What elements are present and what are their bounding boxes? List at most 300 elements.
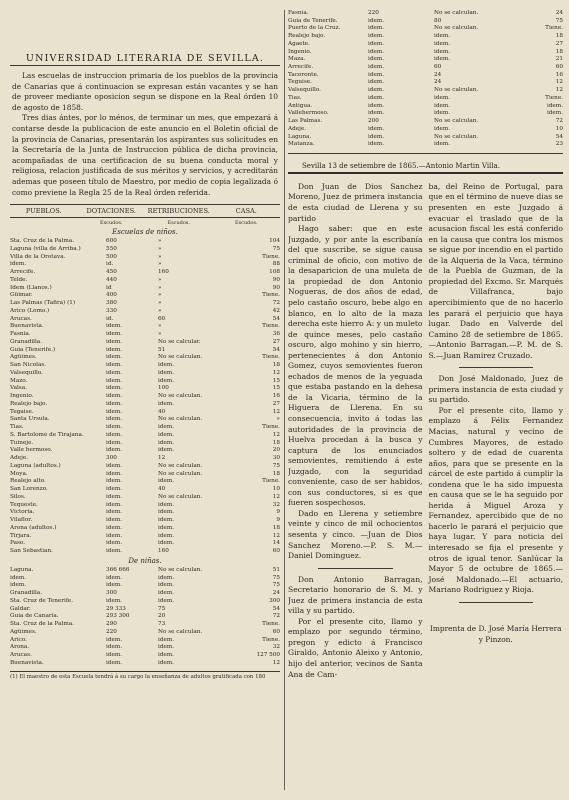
table-cell: Laguna. bbox=[10, 566, 34, 573]
table-cell: idem. bbox=[106, 331, 123, 338]
table-cell: Arona (adultos.) bbox=[10, 524, 57, 531]
table-cell: 366 666 bbox=[106, 566, 130, 573]
table-cell: idem. bbox=[106, 501, 123, 508]
table-cell: idem. bbox=[368, 71, 385, 78]
table-row bbox=[10, 339, 280, 347]
header-dotaciones: DOTACIONES. bbox=[86, 207, 136, 216]
table-row bbox=[288, 25, 563, 33]
table-cell: 42 bbox=[272, 307, 280, 314]
table-cell: » bbox=[158, 292, 162, 299]
table-cell: idem. bbox=[368, 87, 385, 94]
signoff-rule bbox=[288, 172, 563, 174]
table-cell: 54 bbox=[272, 346, 280, 353]
table-cell: Tiene. bbox=[262, 621, 280, 628]
table-cell: 54 bbox=[272, 605, 280, 612]
table-cell: No se calculan. bbox=[158, 628, 203, 635]
table-cell: idem. bbox=[546, 110, 563, 117]
table-row bbox=[10, 347, 280, 355]
table-cell: idem. bbox=[106, 644, 123, 651]
table-cell: Sta. Cruz de Tenerife. bbox=[10, 597, 74, 604]
table-cell: » bbox=[158, 253, 162, 260]
table-cell: San Nicolás. bbox=[10, 362, 47, 369]
table-row bbox=[10, 621, 280, 629]
table-cell: idem. bbox=[434, 102, 451, 109]
table-cell: 12 bbox=[555, 79, 563, 86]
table-cell: No se calculan. bbox=[158, 493, 203, 500]
table-cell: idem. bbox=[158, 369, 175, 376]
table-row bbox=[10, 517, 280, 525]
table-cell: idem. bbox=[368, 25, 385, 32]
table-cell: 440 bbox=[106, 276, 117, 283]
table-cell: 160 bbox=[158, 548, 169, 555]
table-cell: 51 bbox=[272, 566, 280, 573]
table-header bbox=[10, 204, 280, 218]
table-cell: Guia de Tenerife. bbox=[288, 17, 338, 24]
table-cell: Tiene. bbox=[262, 323, 280, 330]
table-row bbox=[288, 126, 563, 134]
table-row bbox=[10, 606, 280, 614]
table-cell: 27 bbox=[272, 400, 280, 407]
table-cell: id. bbox=[106, 261, 114, 268]
table-cell: 18 bbox=[555, 33, 563, 40]
table-row bbox=[10, 575, 280, 583]
table-cell: No se calculan. bbox=[158, 470, 203, 477]
table-cell: Adeje. bbox=[10, 455, 29, 462]
table-cell: idem. bbox=[106, 377, 123, 384]
header-pueblos: PUEBLOS. bbox=[25, 207, 62, 216]
table-cell: Vallehermoso. bbox=[288, 110, 329, 117]
table-cell: idem. bbox=[368, 125, 385, 132]
table-cell: 24 bbox=[434, 79, 442, 86]
table-cell: Valsequillo. bbox=[10, 369, 43, 376]
table-cell: S. Bartolomé de Tirajana. bbox=[10, 431, 84, 438]
table-cell: Agaete. bbox=[288, 40, 310, 47]
table-cell: 12 bbox=[272, 408, 280, 415]
table-row bbox=[10, 494, 280, 502]
table-row bbox=[10, 548, 280, 556]
table-cell: No se calculan. bbox=[158, 393, 203, 400]
table-cell: idem. bbox=[10, 574, 27, 581]
header-casa: CASA. bbox=[235, 207, 257, 216]
edict-heading: Don Antonio Barragan, Secretario honorario de S. M. y Juez de primera instancia de esta villa y su partido. bbox=[288, 574, 423, 616]
table-row bbox=[288, 141, 563, 149]
table-cell: No se calculan. bbox=[158, 354, 203, 361]
table-cell: Paso. bbox=[10, 540, 26, 547]
table-cell: idem. bbox=[158, 509, 175, 516]
table-row bbox=[288, 56, 563, 64]
table-cell: 29 333 bbox=[106, 605, 126, 612]
table-cell: idem. bbox=[106, 431, 123, 438]
table-row bbox=[10, 598, 280, 606]
table-cell: 15 bbox=[272, 377, 280, 384]
table-cell: Idem (Llanos.) bbox=[10, 284, 52, 291]
table-cell: » bbox=[158, 245, 162, 252]
table-cell: idem. bbox=[158, 501, 175, 508]
table-cell: 600 bbox=[106, 238, 117, 245]
table-cell: 32 bbox=[272, 501, 280, 508]
table-row bbox=[288, 41, 563, 49]
table-cell: 88 bbox=[272, 261, 280, 268]
table-cell: Las Palmas (Tafira) (1) bbox=[10, 300, 76, 307]
table-cell: idem. bbox=[106, 597, 123, 604]
table-cell: 18 bbox=[272, 524, 280, 531]
table-row bbox=[10, 409, 280, 417]
notice-paragraph: Las escuelas de instruccion primaria de los pueblos de la provincia de Canarias que á continuacion se expresan están vacantes y se han de proveer mediante oposicion segun se dispone en la Real órden 10 de agosto de 1858. bbox=[12, 71, 278, 112]
table-cell: id. bbox=[106, 315, 114, 322]
table-cell: 12 bbox=[272, 659, 280, 666]
table-cell: idem. bbox=[106, 408, 123, 415]
table-cell: 54 bbox=[555, 133, 563, 140]
table-cell: idem. bbox=[434, 141, 451, 148]
table-cell: 75 bbox=[272, 574, 280, 581]
table-cell: Las Palmas. bbox=[288, 118, 323, 125]
heading-rule bbox=[10, 65, 280, 66]
table-cell: Maza. bbox=[288, 56, 306, 63]
table-cell: Antigua. bbox=[288, 102, 313, 109]
table-cell: Victoria. bbox=[10, 509, 35, 516]
table-row bbox=[10, 471, 280, 479]
table-cell: idem. bbox=[158, 424, 175, 431]
table-cell: 100 bbox=[158, 385, 169, 392]
table-cell: 290 bbox=[106, 621, 117, 628]
table-cell: 73 bbox=[158, 621, 166, 628]
table-cell: Güimar. bbox=[10, 292, 33, 299]
table-cell: Silos. bbox=[10, 493, 26, 500]
table-cell: idem. bbox=[434, 94, 451, 101]
table-cell: 18 bbox=[272, 362, 280, 369]
table-cell: idem. bbox=[158, 636, 175, 643]
table-cell: idem. bbox=[106, 548, 123, 555]
table-cell: 40 bbox=[158, 486, 166, 493]
table-cell: Tequeste. bbox=[10, 501, 38, 508]
table-cell: 72 bbox=[555, 118, 563, 125]
table-cell: Tuineje. bbox=[10, 439, 34, 446]
left-column bbox=[10, 0, 280, 681]
subheader-cell: Escudos. bbox=[99, 220, 123, 227]
table-row bbox=[10, 582, 280, 590]
edict-heading: Don Juan de Dios Sanchez Moreno, Juez de primera instancia de esta ciudad de Llerena y su partido bbox=[288, 181, 423, 223]
header-retribuciones: RETRIBUCIONES. bbox=[147, 207, 210, 216]
table-row bbox=[288, 72, 563, 80]
table-cell: 40 bbox=[158, 408, 166, 415]
table-cell: 72 bbox=[272, 300, 280, 307]
footnote: (1) El maestro de esta Escuela tendrá á su cargo la enseñanza de adultos gratificada con 180 bbox=[10, 671, 280, 682]
table-cell: Agüimes. bbox=[10, 628, 37, 635]
table-cell: idem. bbox=[106, 486, 123, 493]
table-cell: 108 bbox=[269, 269, 280, 276]
table-cell: 21 bbox=[555, 56, 563, 63]
university-heading: UNIVERSIDAD LITERARIA DE SEVILLA. bbox=[25, 53, 265, 64]
table-cell: idem. bbox=[158, 377, 175, 384]
table-cell: Teguise. bbox=[288, 79, 312, 86]
table-row bbox=[288, 87, 563, 95]
table-cell: 220 bbox=[368, 10, 379, 16]
table-cell: Galdar. bbox=[10, 605, 31, 612]
table-row bbox=[10, 246, 280, 254]
table-row bbox=[10, 463, 280, 471]
table-row bbox=[10, 486, 280, 494]
table-cell: Laguna (adultos.) bbox=[10, 462, 61, 469]
table-cell: Tiene. bbox=[262, 354, 280, 361]
table-cell: 75 bbox=[272, 582, 280, 589]
table-cell: 90 bbox=[272, 284, 280, 291]
table-cell: Matanza. bbox=[288, 141, 315, 148]
table-cell: idem. bbox=[368, 110, 385, 117]
table-cell: Arrecife. bbox=[10, 269, 36, 276]
table-cell: idem. bbox=[368, 17, 385, 24]
table-cell: idem. bbox=[106, 582, 123, 589]
table-row bbox=[10, 285, 280, 293]
table-cell: No se calculan. bbox=[158, 566, 203, 573]
table-cell: Ingenio. bbox=[10, 393, 34, 400]
table-cell: idem. bbox=[546, 102, 563, 109]
table-cell: idem. bbox=[158, 439, 175, 446]
table-row bbox=[10, 509, 280, 517]
table-row bbox=[10, 440, 280, 448]
table-row bbox=[10, 277, 280, 285]
table-cell: Mazo. bbox=[10, 377, 28, 384]
table-cell: idem. bbox=[434, 40, 451, 47]
table-cell: idem. bbox=[106, 400, 123, 407]
edict-paragraph: Por el presente cito, llamo y emplazo á Félix Fernandez Macias, natural y vecino de Cumbres Mayores, de estado soltero y de edad de cuarenta años, para que se presente en la cárcel de este partido á cumplir la condena que le ha sido impuesta en causa que se le ha seguido por herida á Miguel Aroza y Fernandez, apercibido que de no hacerlo le parará el perjuicio que haya lugar. Y para noticia del interesado se fija el presente y otros de igual tenor. Sanlúcar la Mayor 5 de octubre de 1865.—José Maldonado.—El actuario, Mariano Rodriguez y Rioja. bbox=[428, 405, 563, 595]
table-cell: 60 bbox=[434, 64, 442, 71]
table-row bbox=[288, 79, 563, 87]
table-cell: 12 bbox=[272, 532, 280, 539]
table-cell: 15 bbox=[272, 385, 280, 392]
table-cell: idem. bbox=[106, 385, 123, 392]
table-row bbox=[10, 269, 280, 277]
table-cell: Tegaise. bbox=[10, 408, 34, 415]
table-cell: 20 bbox=[158, 613, 166, 620]
table-cell: idem. bbox=[368, 102, 385, 109]
subheader-cell bbox=[10, 219, 78, 227]
table-cell: 60 bbox=[272, 548, 280, 555]
table-cell: idem. bbox=[368, 64, 385, 71]
table-row bbox=[10, 540, 280, 548]
table-cell: idem. bbox=[158, 540, 175, 547]
table-cell: idem. bbox=[106, 532, 123, 539]
table-cell: id bbox=[106, 284, 112, 291]
table-cell: idem. bbox=[106, 354, 123, 361]
table-continuation bbox=[288, 10, 563, 149]
table-cell: 330 bbox=[106, 307, 117, 314]
table-row bbox=[288, 134, 563, 142]
table-cell: 60 bbox=[158, 315, 166, 322]
table-row bbox=[10, 613, 280, 621]
table-cell: Laguna. bbox=[288, 133, 312, 140]
table-cell: Sta. Cruz de la Palma. bbox=[10, 621, 74, 628]
table-cell: idem. bbox=[434, 48, 451, 55]
table-cell: Buenavista. bbox=[10, 323, 44, 330]
table-row bbox=[10, 478, 280, 486]
table-cell: 16 bbox=[272, 393, 280, 400]
table-cell: 9 bbox=[276, 509, 280, 516]
table-row bbox=[10, 401, 280, 409]
table-cell: No se calculan. bbox=[434, 10, 479, 16]
table-cell: 14 bbox=[272, 540, 280, 547]
table-cell: idem. bbox=[106, 338, 123, 345]
table-cell: 18 bbox=[272, 470, 280, 477]
table-row bbox=[10, 533, 280, 541]
table-cell: idem. bbox=[158, 524, 175, 531]
table-cell: » bbox=[158, 238, 162, 245]
table-cell: idem. bbox=[158, 590, 175, 597]
table-cell: Valle hermoso. bbox=[10, 447, 53, 454]
table-cell: 20 bbox=[272, 447, 280, 454]
table-cell: idem. bbox=[106, 369, 123, 376]
table-row bbox=[10, 362, 280, 370]
table-cell: Guia de Canaria. bbox=[10, 613, 59, 620]
table-cell: 550 bbox=[106, 245, 117, 252]
table-cell: » bbox=[276, 416, 280, 423]
table-row bbox=[10, 393, 280, 401]
table-row bbox=[10, 323, 280, 331]
table-cell: idem. bbox=[158, 362, 175, 369]
table-cell: idem. bbox=[106, 524, 123, 531]
table-cell: » bbox=[158, 300, 162, 307]
table-cell: idem. bbox=[158, 478, 175, 485]
table-cell: 160 bbox=[158, 269, 169, 276]
table-cell: idem. bbox=[368, 48, 385, 55]
table-cell: Fasnia. bbox=[10, 331, 31, 338]
edict-paragraph: ba, del Reino de Portugal, para que en el término de nueve dias se presenten en este Juzgado á evacuar el traslado que de la acusacion fiscal les está conferido en la causa que contra los mismos se sigue por incendio en el partido de la Alqueria de la Vaca, término de la Puebla de Guzman, de la propiedad del Excmo. Sr. Marqués de Villafranca, bajo apercibimiento que de no hacerlo les parará el perjuicio que haya lugar. Dado en Valverde del Camino 28 de setiembre de 1865.—Antonio Barragan.—P. M. de S. S.—Juan Ramirez Cruzado. bbox=[428, 181, 563, 360]
table-cell: Arico. bbox=[10, 636, 27, 643]
table-cell: Tiene. bbox=[262, 253, 280, 260]
table-row bbox=[10, 300, 280, 308]
table-row bbox=[10, 590, 280, 598]
table-cell: Moya. bbox=[10, 470, 28, 477]
table-cell: 24 bbox=[434, 71, 442, 78]
table-cell: idem. bbox=[158, 659, 175, 666]
table-cell: idem. bbox=[106, 517, 123, 524]
table-cell: 24 bbox=[272, 590, 280, 597]
table-cell: » bbox=[158, 331, 162, 338]
table-cell: 24 bbox=[555, 10, 563, 16]
table-row bbox=[10, 308, 280, 316]
table-cell: Realejo bajo. bbox=[10, 400, 48, 407]
table-cell: Arucas. bbox=[10, 652, 32, 659]
table-cell: 10 bbox=[272, 486, 280, 493]
table-cell: idem. bbox=[106, 636, 123, 643]
table-cell: Agüimes. bbox=[10, 354, 37, 361]
table-cell: » bbox=[158, 307, 162, 314]
edict-column-right bbox=[429, 182, 564, 680]
table-row bbox=[288, 64, 563, 72]
table-row bbox=[10, 254, 280, 262]
edict-separator bbox=[459, 602, 534, 603]
table-row bbox=[288, 18, 563, 26]
table-cell: 104 bbox=[269, 238, 280, 245]
table-cell: 23 bbox=[555, 141, 563, 148]
table-cell: 16 bbox=[555, 71, 563, 78]
table-cell: idem. bbox=[106, 362, 123, 369]
table-cell: 127 500 bbox=[256, 652, 280, 659]
table-row bbox=[10, 385, 280, 393]
table-cell: 75 bbox=[555, 17, 563, 24]
table-cell: 75 bbox=[272, 245, 280, 252]
continuation-rule bbox=[288, 153, 563, 154]
table-cell: Tiene. bbox=[262, 292, 280, 299]
table-cell: Valsa. bbox=[10, 385, 27, 392]
table-cell: Tiene. bbox=[545, 25, 563, 32]
table-cell: idem. bbox=[368, 133, 385, 140]
table-cell: idem. bbox=[106, 574, 123, 581]
table-cell: 9 bbox=[276, 517, 280, 524]
table-row bbox=[288, 118, 563, 126]
table-cell: 54 bbox=[272, 315, 280, 322]
table-cell: Arico (Lomo.) bbox=[10, 307, 50, 314]
table-cell: Vilaflor. bbox=[10, 517, 33, 524]
table-cell: idem. bbox=[158, 447, 175, 454]
table-cell: idem. bbox=[106, 424, 123, 431]
table-row bbox=[10, 525, 280, 533]
table-cell: idem. bbox=[106, 493, 123, 500]
table-cell: San Lorenzo. bbox=[10, 486, 48, 493]
table-row bbox=[10, 370, 280, 378]
table-cell: 27 bbox=[272, 338, 280, 345]
table-cell: » bbox=[158, 284, 162, 291]
table-cell: idem. bbox=[158, 644, 175, 651]
section-title-ninos: Escuelas de niños. bbox=[112, 228, 178, 237]
table-cell: idem. bbox=[368, 40, 385, 47]
table-cell: 72 bbox=[272, 613, 280, 620]
table-cell: 300 bbox=[106, 455, 117, 462]
table-cell: Guia (Tenerife.) bbox=[10, 346, 56, 353]
table-cell: 12 bbox=[272, 493, 280, 500]
table-cell: Tias. bbox=[288, 94, 302, 101]
table-cell: Realejo alto. bbox=[10, 478, 46, 485]
table-cell: Tias. bbox=[10, 424, 24, 431]
table-cell: Tirjara. bbox=[10, 532, 32, 539]
table-cell: No se calculan. bbox=[434, 133, 479, 140]
table-cell: No se calculan. bbox=[158, 416, 203, 423]
table-cell: No se calculan. bbox=[434, 25, 479, 32]
table-cell: idem. bbox=[106, 447, 123, 454]
table-cell: 18 bbox=[555, 48, 563, 55]
table-cell: Puerto de la Cruz. bbox=[288, 25, 341, 32]
table-row bbox=[10, 354, 280, 362]
table-cell: idem. bbox=[158, 517, 175, 524]
table-subheader bbox=[10, 219, 280, 227]
table-row bbox=[10, 447, 280, 455]
table-cell: 300 bbox=[106, 590, 117, 597]
table-cell: idem. bbox=[106, 323, 123, 330]
table-cell: Santa Ursula. bbox=[10, 416, 50, 423]
table-cell: 300 bbox=[269, 597, 280, 604]
table-cell: 30 bbox=[272, 455, 280, 462]
column-divider bbox=[284, 10, 285, 790]
table-cell: 90 bbox=[272, 276, 280, 283]
table-cell: idem. bbox=[106, 652, 123, 659]
edict-heading: Don José Maldonado, Juez de primera instancia de esta ciudad y su partido. bbox=[428, 374, 563, 405]
table-ninas bbox=[10, 567, 280, 668]
table-cell: Buenavista. bbox=[10, 659, 44, 666]
table-row bbox=[288, 10, 563, 18]
table-cell: idem. bbox=[434, 56, 451, 63]
table-row bbox=[288, 33, 563, 41]
table-row bbox=[10, 331, 280, 339]
table-cell: 75 bbox=[272, 462, 280, 469]
table-cell: idem. bbox=[368, 56, 385, 63]
edict-paragraph: Por el presente cito, llamo y emplazo por segundo término, pregon y edicto á Francisco Giraldo, Antonio Aleixo y Antonio, hijo del anterior, vecinos de Santa Ana de Cam- bbox=[288, 616, 423, 679]
table-cell: idem. bbox=[158, 597, 175, 604]
table-cell: 51 bbox=[158, 346, 166, 353]
table-row bbox=[288, 103, 563, 111]
table-cell: idem. bbox=[106, 393, 123, 400]
table-cell: idem. bbox=[10, 261, 27, 268]
table-cell: 12 bbox=[272, 369, 280, 376]
table-cell: idem. bbox=[10, 582, 27, 589]
